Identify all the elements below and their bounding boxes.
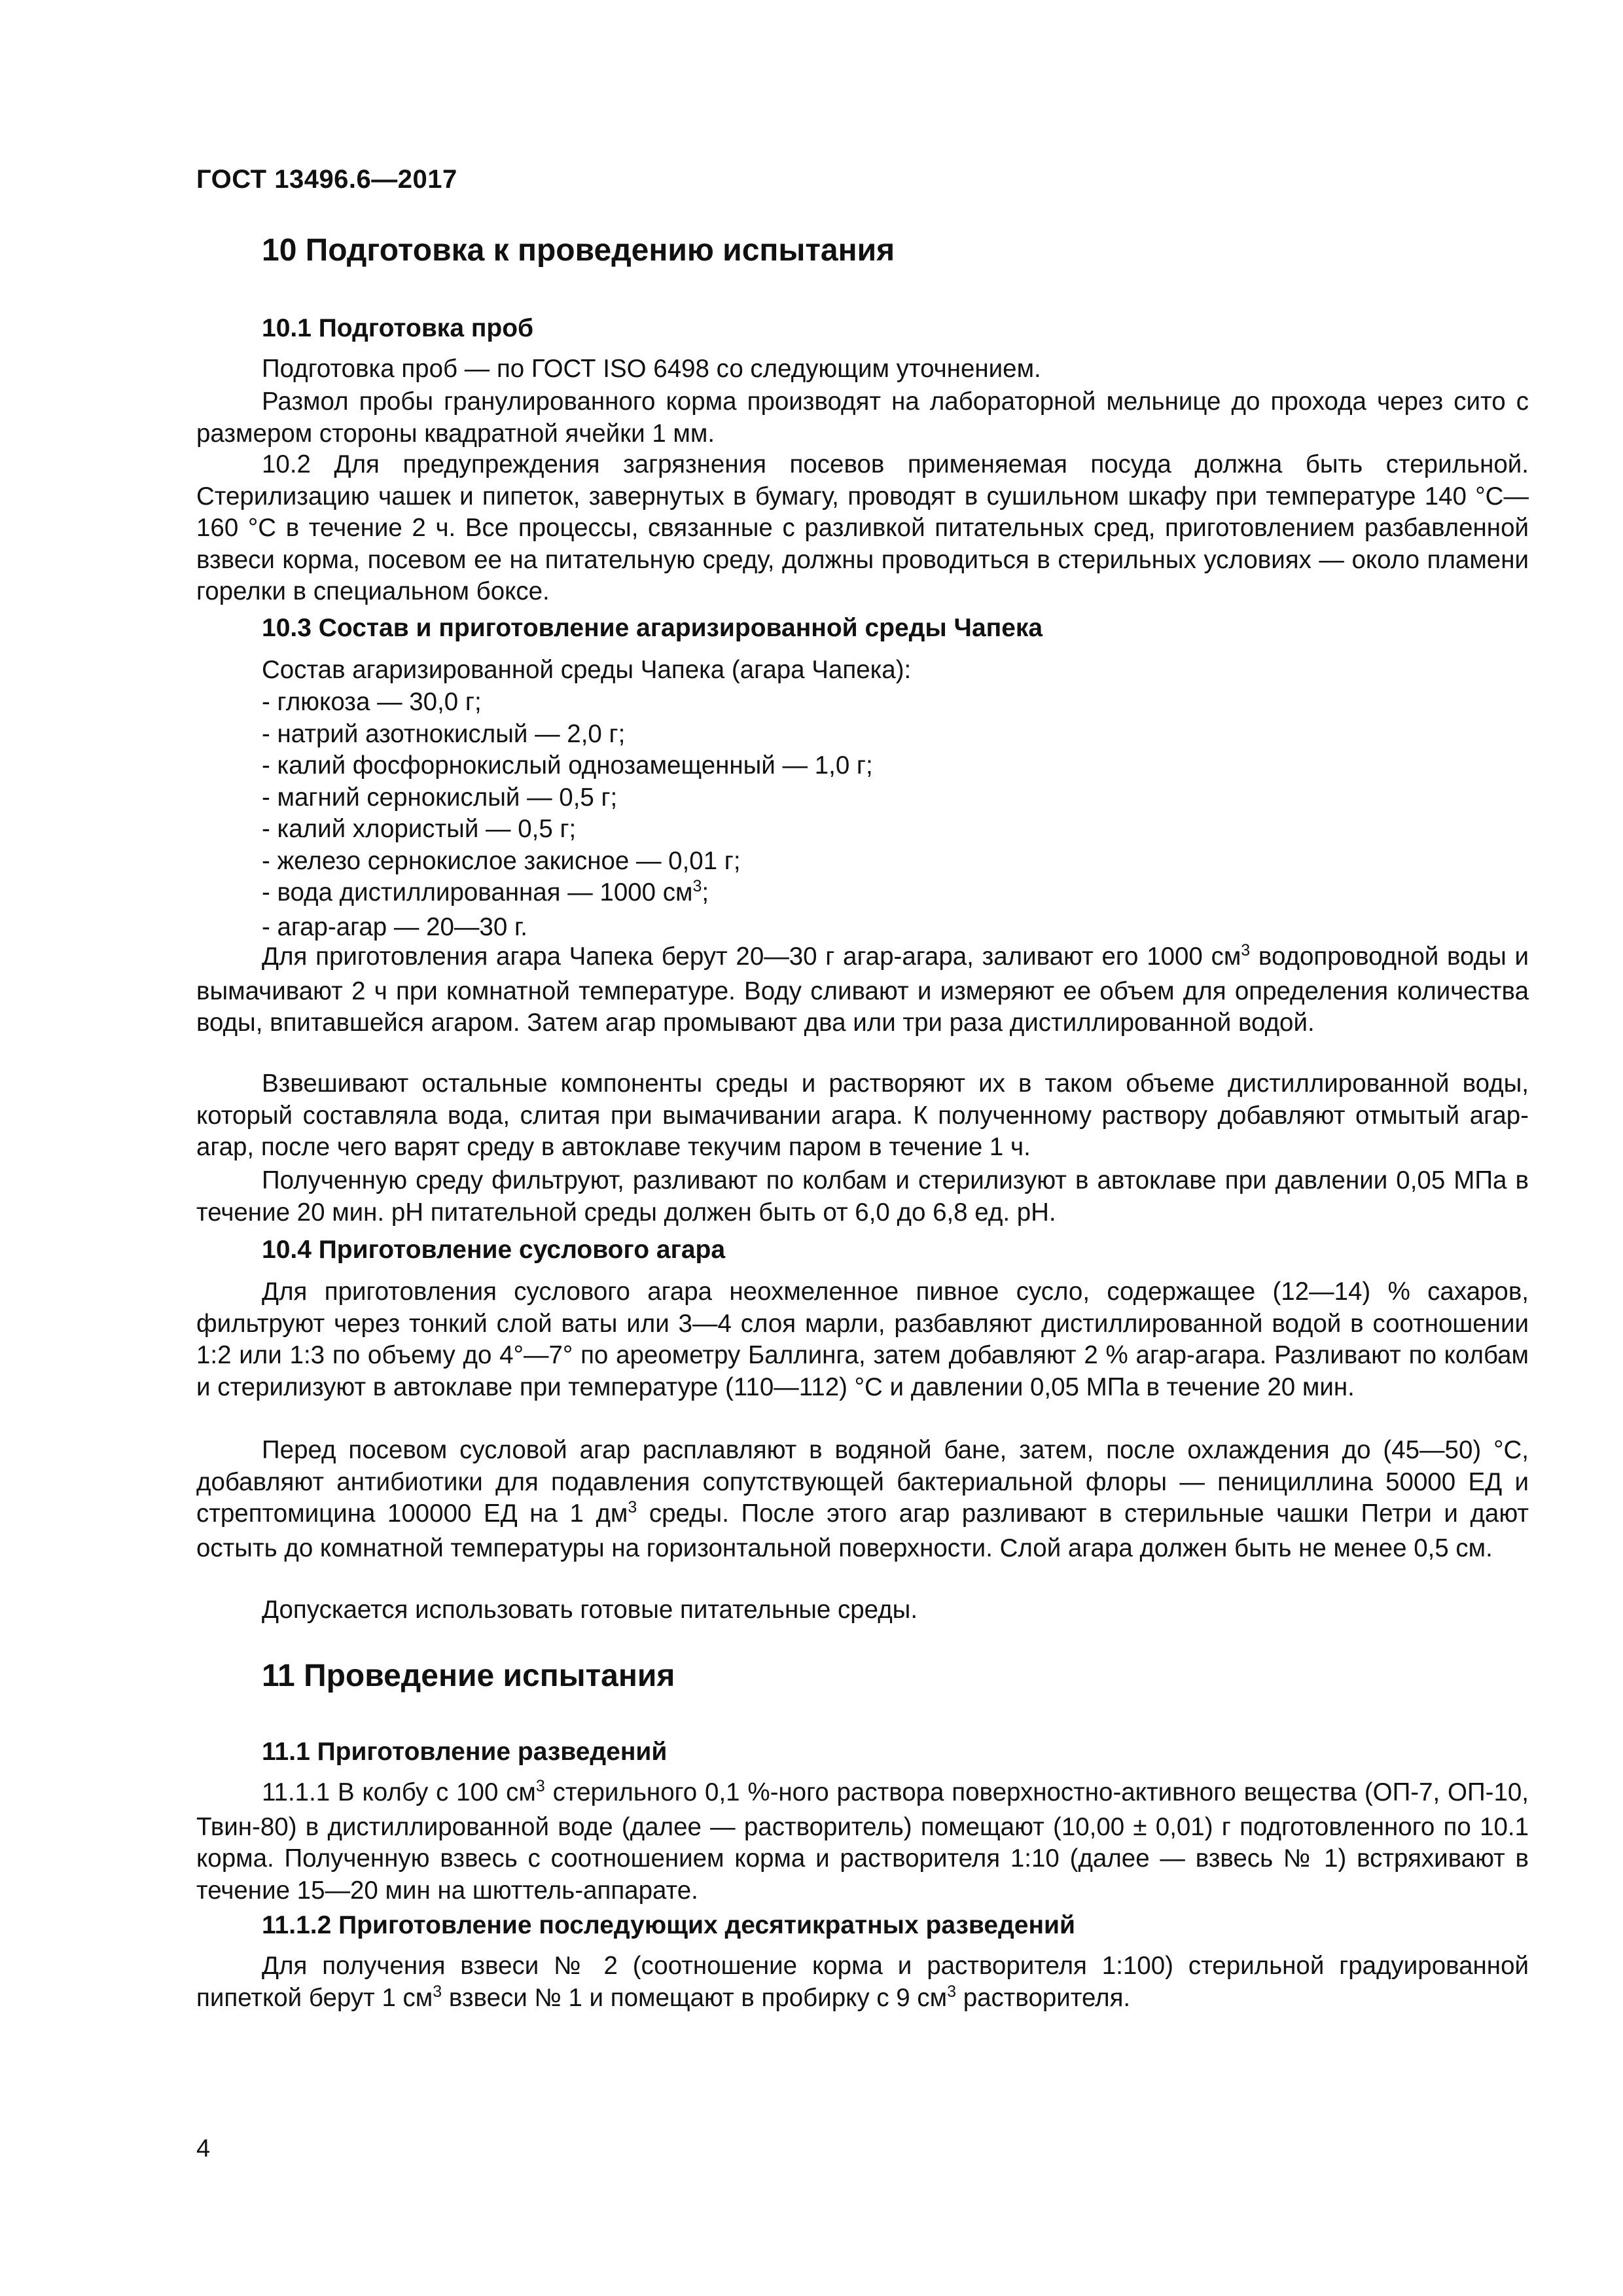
list-item: - железо сернокислое закисное — 0,01 г; bbox=[262, 846, 741, 875]
paragraph-10-1-2: Размол пробы гранулированного корма производят на лабораторной мельнице до прохода через сито с размером стороны квадратной ячейки 1 мм. bbox=[196, 387, 1529, 448]
paragraph-10-3-3: Полученную среду фильтруют, разливают по колбам и стерилизуют в автоклаве при давлении 0,05 МПа в течение 20 мин. рН питательной среды должен быть от 6,0 до 6,8 ед. рН. bbox=[196, 1166, 1529, 1227]
paragraph-11-1-1 bbox=[196, 1777, 1529, 1907]
paragraph-10-4-1: Для приготовления суслового агара неохмеленное пивное сусло, содержащее (12—14) % сахаров, фильтруют через тонкий слой ваты или 3—4 слоя марли, разбавляют дистиллированной водой в соотношении 1:2 или 1:3 по объему до 4°—7° по ареометру Баллинга, затем добавляют 2 % агар-агара. Разливают по колбам и стерилизуют в автоклаве при температуре (110—112) °С и давлении 0,05 МПа в течение 20 мин. bbox=[196, 1278, 1529, 1401]
superscript: 3 bbox=[628, 1498, 637, 1516]
paragraph-10-1-1: Подготовка проб — по ГОСТ ISO 6498 со следующим уточнением. bbox=[262, 355, 1041, 383]
composition-intro: Состав агаризированной среды Чапека (агара Чапека): bbox=[262, 656, 912, 684]
text-run: Перед посевом сусловой агар расплавляют в водяной бане, затем, после охлаждения до (45—50) °С, добавляют антибиотики для подавления сопутствующей бактериальной флоры — пенициллина 50000 ЕД и стрептомицина 100000 ЕД на 1 дм bbox=[196, 1436, 1529, 1528]
superscript: 3 bbox=[535, 1777, 545, 1795]
text-run: водопроводной воды и вымачивают 2 ч при комнатной температуре. Воду сливают и измеряют ее объем для определения количества воды, впитавшейся агаром. Затем агар промывают два или три раза дистиллированной водой. bbox=[196, 942, 1529, 1037]
standard-number: ГОСТ 13496.6—2017 bbox=[196, 165, 457, 194]
list-item: - калий хлористый — 0,5 г; bbox=[262, 815, 577, 843]
text-run: Для получения взвеси № 2 (соотношение корма и растворителя 1:100) стерильной градуированной пипеткой берут 1 см bbox=[196, 1952, 1529, 2012]
list-item: - глюкоза — 30,0 г; bbox=[262, 688, 482, 716]
list-item-end: ; bbox=[702, 878, 709, 906]
list-item: - магний сернокислый — 0,5 г; bbox=[262, 783, 618, 812]
section-10-heading: 10 Подготовка к проведению испытания bbox=[262, 233, 895, 268]
subsection-11-1-heading: 11.1 Приготовление разведений bbox=[262, 1738, 668, 1766]
paragraph-11-1-2 bbox=[196, 1950, 1529, 2017]
paragraph-10-3-1 bbox=[196, 941, 1529, 1039]
text-run: взвеси № 1 и помещают в пробирку с 9 см bbox=[442, 1983, 948, 2012]
superscript: 3 bbox=[692, 877, 702, 895]
paragraph-10-4-3: Допускается использовать готовые питательные среды. bbox=[262, 1596, 918, 1624]
subsection-10-3-heading: 10.3 Состав и приготовление агаризированной среды Чапека bbox=[262, 614, 1043, 642]
subsection-10-1-heading: 10.1 Подготовка проб bbox=[262, 314, 534, 342]
list-item: - агар-агар — 20—30 г. bbox=[262, 912, 527, 941]
text-run: растворителя. bbox=[956, 1983, 1131, 2012]
superscript: 3 bbox=[1241, 941, 1251, 960]
subsection-11-1-2-heading: 11.1.2 Приготовление последующих десятикратных разведений bbox=[262, 1911, 1075, 1939]
composition-list bbox=[262, 687, 873, 943]
text-run: Для приготовления агара Чапека берут 20—30 г агар-агара, заливают его 1000 см bbox=[262, 942, 1241, 971]
list-item bbox=[262, 877, 873, 912]
superscript: 3 bbox=[947, 1982, 957, 2001]
text-run: среды. После этого агар разливают в стерильные чашки Петри и дают остыть до комнатной температуры на горизонтальной поверхности. Слой агара должен быть не менее 0,5 см. bbox=[196, 1499, 1529, 1562]
paragraph-10-3-2: Взвешивают остальные компоненты среды и растворяют их в таком объеме дистиллированной воды, который составляла вода, слитая при вымачивании агара. К полученному раствору добавляют отмытый агар-агар, после чего варят среду в автоклаве текучим паром в течение 1 ч. bbox=[196, 1069, 1529, 1161]
text-run: 11.1.1 В колбу с 100 см bbox=[262, 1778, 536, 1806]
text-run: стерильного 0,1 %-ного раствора поверхностно-активного вещества (ОП-7, ОП-10, Твин-80) в дистиллированной воде (далее — растворитель) помещают (10,00 ± 0,01) г подготовленного по 10.1 корма. Полученную взвесь с соотношением корма и растворителя 1:10 (далее — взвесь № 1) встряхивают в течение 15—20 мин на шюттель-аппарате. bbox=[196, 1778, 1529, 1905]
list-item: - натрий азотнокислый — 2,0 г; bbox=[262, 719, 626, 748]
subsection-10-4-heading: 10.4 Приготовление суслового агара bbox=[262, 1236, 726, 1264]
list-item: - калий фосфорнокислый однозамещенный — 1,0 г; bbox=[262, 751, 873, 780]
list-item-text: - вода дистиллированная — 1000 см bbox=[262, 878, 693, 906]
paragraph-10-4-2 bbox=[196, 1435, 1529, 1564]
superscript: 3 bbox=[433, 1982, 442, 2001]
paragraph-10-2: 10.2 Для предупреждения загрязнения посевов применяемая посуда должна быть стерильной. Стерилизацию чашек и пипеток, завернутых в бумагу, проводят в сушильном шкафу при температуре 140 °С—160 °С в течение 2 ч. Все процессы, связанные с разливкой питательных сред, приготовлением разбавленной взвеси корма, посевом ее на питательную среду, должны проводиться в стерильных условиях — около пламени горелки в специальном боксе. bbox=[196, 450, 1529, 605]
page-number: 4 bbox=[196, 2135, 211, 2162]
section-11-heading: 11 Проведение испытания bbox=[262, 1659, 675, 1693]
